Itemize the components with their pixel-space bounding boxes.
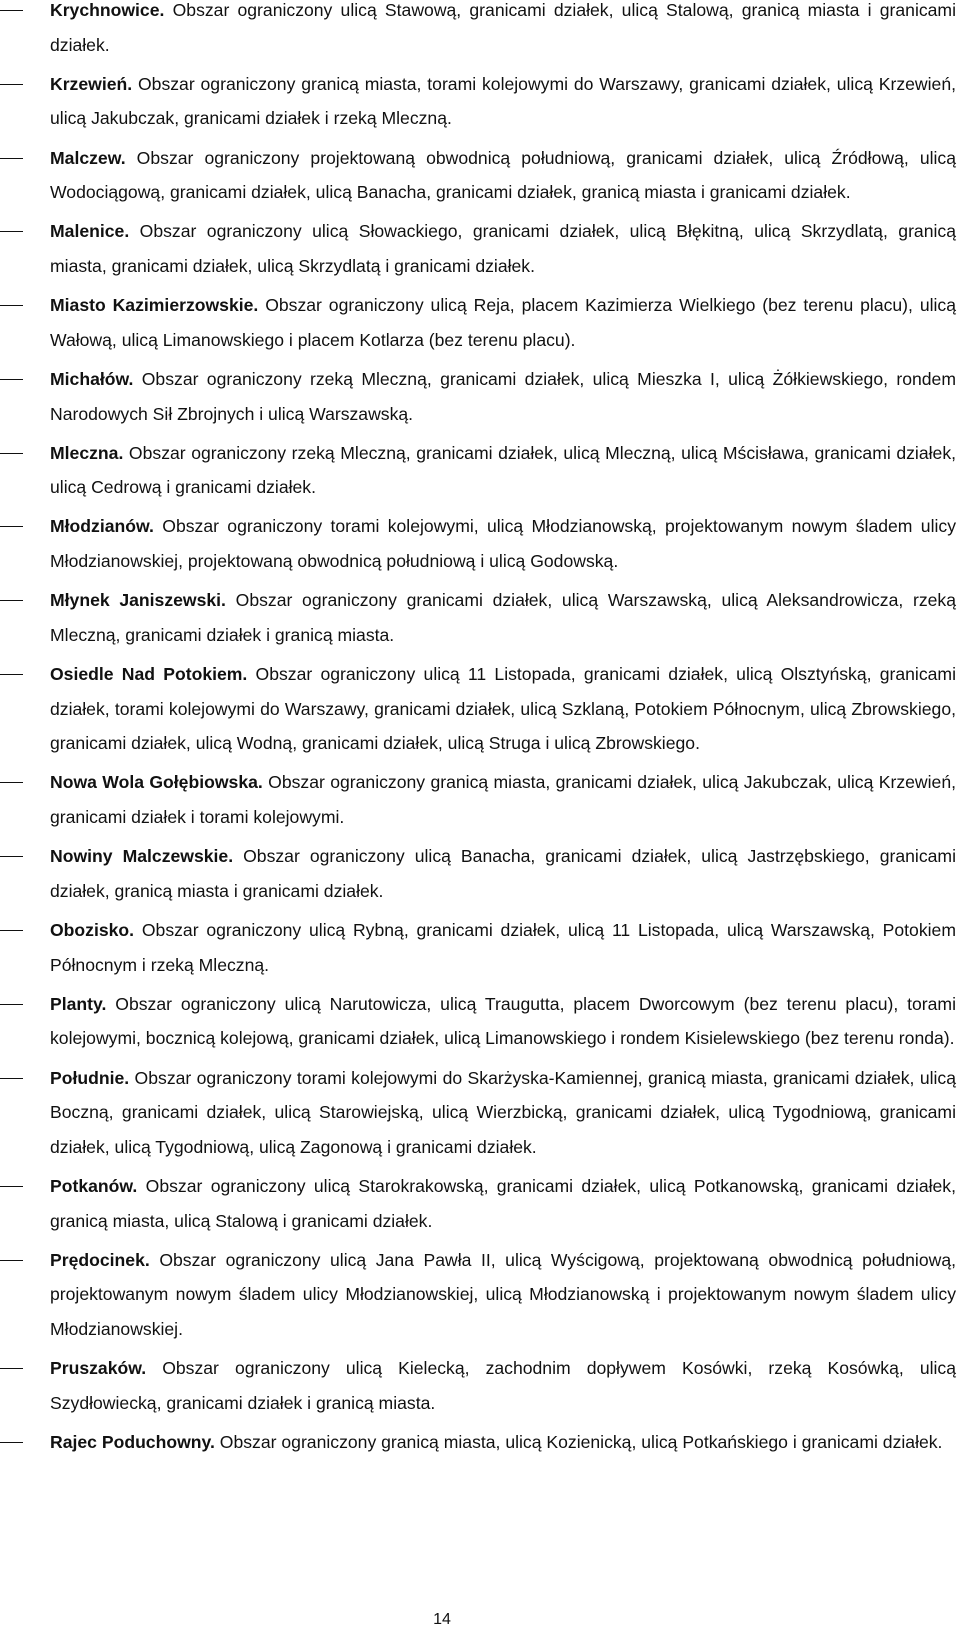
district-description: Obszar ograniczony granicami działek, ulicą Warszawską, ulicą Aleksandrowicza, rzeką Mleczną, granicami działek i granicą miasta. bbox=[50, 590, 956, 645]
dash-bullet bbox=[0, 1260, 23, 1261]
list-item bbox=[0, 509, 960, 578]
district-description: Obszar ograniczony ulicą Kielecką, zachodnim dopływem Kosówki, rzeką Kosówką, ulicą Szydłowiecką, granicami działek i granicą miasta. bbox=[50, 1358, 956, 1413]
district-name: Obozisko. bbox=[50, 919, 135, 940]
list-item bbox=[0, 1351, 960, 1420]
list-item bbox=[0, 1061, 960, 1165]
list-item bbox=[0, 765, 960, 834]
district-name: Prędocinek. bbox=[50, 1249, 150, 1270]
list-item bbox=[0, 362, 960, 431]
district-name: Pruszaków. bbox=[50, 1358, 147, 1379]
district-name: Mleczna. bbox=[50, 442, 124, 463]
district-description: Obszar ograniczony ulicą Banacha, granicami działek, ulicą Jastrzębskiego, granicami działek, granicą miasta i granicami działek. bbox=[50, 846, 956, 901]
dash-bullet bbox=[0, 1368, 23, 1369]
dash-bullet bbox=[0, 1078, 23, 1079]
district-name: Michałów. bbox=[50, 368, 134, 389]
district-name: Malenice. bbox=[50, 221, 130, 242]
dash-bullet bbox=[0, 84, 23, 85]
district-description: Obszar ograniczony ulicą Jana Pawła II, ulicą Wyścigową, projektowaną obwodnicą południową, projektowanym nowym śladem ulicy Młodzianowskiej, ulicą Młodzianowską i projektowanym nowym śladem ulicy Młodzianowskiej. bbox=[50, 1249, 956, 1339]
district-name: Młynek Janiszewski. bbox=[50, 590, 226, 611]
district-name: Młodzianów. bbox=[50, 516, 154, 537]
district-name: Krychnowice. bbox=[50, 0, 165, 20]
list-item bbox=[0, 1243, 960, 1347]
dash-bullet bbox=[0, 1186, 23, 1187]
district-description: Obszar ograniczony rzeką Mleczną, granicami działek, ulicą Mleczną, ulicą Mścisława, granicami działek, ulicą Cedrową i granicami działek. bbox=[50, 442, 956, 498]
dash-bullet bbox=[0, 379, 23, 380]
list-item bbox=[0, 1169, 960, 1238]
dash-bullet bbox=[0, 10, 23, 11]
list-item bbox=[0, 987, 960, 1056]
district-name: Malczew. bbox=[50, 147, 126, 168]
district-name: Nowiny Malczewskie. bbox=[50, 846, 234, 867]
dash-bullet bbox=[0, 1004, 23, 1005]
list-item bbox=[0, 839, 960, 908]
page-number: 14 bbox=[433, 1611, 451, 1628]
district-description: Obszar ograniczony granicą miasta, torami kolejowymi do Warszawy, granicami działek, ulicą Krzewień, ulicą Jakubczak, granicami działek i rzeką Mleczną. bbox=[50, 73, 956, 129]
district-description: Obszar ograniczony ulicą Reja, placem Kazimierza Wielkiego (bez terenu placu), ulicą Wałową, ulicą Limanowskiego i placem Kotlarza (bez terenu placu). bbox=[50, 295, 956, 350]
list-item bbox=[0, 214, 960, 283]
district-description: Obszar ograniczony projektowaną obwodnicą południową, granicami działek, ulicą Źródłową, ulicą Wodociągową, granicami działek, ulicą Banacha, granicami działek, granicą miasta i granicami działek. bbox=[50, 147, 956, 203]
district-name: Nowa Wola Gołębiowska. bbox=[50, 772, 263, 793]
list-item bbox=[0, 436, 960, 505]
district-description: Obszar ograniczony ulicą Stawową, granicami działek, ulicą Stalową, granicą miasta i granicami działek. bbox=[50, 0, 956, 55]
district-description: Obszar ograniczony ulicą 11 Listopada, granicami działek, ulicą Olsztyńską, granicami działek, torami kolejowymi do Warszawy, granicami działek, ulicą Szklaną, Potokiem Północnym, ulicą Zbrowskiego, granicami działek, ulicą Wodną, granicami działek, ulicą Struga i ulicą Zbrowskiego. bbox=[50, 664, 956, 754]
dash-bullet bbox=[0, 674, 23, 675]
list-item bbox=[0, 67, 960, 136]
list-item bbox=[0, 657, 960, 761]
list-item bbox=[0, 913, 960, 982]
district-name: Planty. bbox=[50, 993, 107, 1014]
list-item bbox=[0, 0, 960, 62]
dash-bullet bbox=[0, 305, 23, 306]
dash-bullet bbox=[0, 231, 23, 232]
dash-bullet bbox=[0, 1442, 23, 1443]
district-description: Obszar ograniczony torami kolejowymi, ulicą Młodzianowską, projektowanym nowym śladem ulicy Młodzianowskiej, projektowaną obwodnicą południową i ulicą Godowską. bbox=[50, 516, 956, 572]
district-name: Potkanów. bbox=[50, 1175, 138, 1196]
district-description: Obszar ograniczony ulicą Narutowicza, ulicą Traugutta, placem Dworcowym (bez terenu placu), torami kolejowymi, bocznicą kolejową, granicami działek, ulicą Limanowskiego i rondem Kisielewskiego (bez terenu ronda). bbox=[50, 993, 956, 1049]
district-description: Obszar ograniczony ulicą Słowackiego, granicami działek, ulicą Błękitną, ulicą Skrzydlatą, granicą miasta, granicami działek, ulicą Skrzydlatą i granicami działek. bbox=[50, 221, 956, 276]
district-description: Obszar ograniczony ulicą Rybną, granicami działek, ulicą 11 Listopada, ulicą Warszawską, Potokiem Północnym i rzeką Mleczną. bbox=[50, 919, 956, 975]
list-item bbox=[0, 1425, 960, 1460]
district-name: Osiedle Nad Potokiem. bbox=[50, 664, 248, 685]
dash-bullet bbox=[0, 526, 23, 527]
district-description: Obszar ograniczony torami kolejowymi do Skarżyska-Kamiennej, granicą miasta, granicami działek, ulicą Boczną, granicami działek, ulicą Starowiejską, ulicą Wierzbicką, granicami działek, ulicą Tygodniową, granicami działek, ulicą Tygodniową, ulicą Zagonową i granicami działek. bbox=[50, 1067, 956, 1157]
district-name: Miasto Kazimierzowskie. bbox=[50, 295, 259, 316]
list-item bbox=[0, 288, 960, 357]
dash-bullet bbox=[0, 930, 23, 931]
dash-bullet bbox=[0, 782, 23, 783]
district-description: Obszar ograniczony granicą miasta, granicami działek, ulicą Jakubczak, ulicą Krzewień, granicami działek i torami kolejowymi. bbox=[50, 772, 956, 827]
district-name: Krzewień. bbox=[50, 73, 133, 94]
district-name: Południe. bbox=[50, 1067, 130, 1088]
dash-bullet bbox=[0, 856, 23, 857]
district-description: Obszar ograniczony rzeką Mleczną, granicami działek, ulicą Mieszka I, ulicą Żółkiewskiego, rondem Narodowych Sił Zbrojnych i ulicą Warszawską. bbox=[50, 368, 956, 424]
district-description: Obszar ograniczony granicą miasta, ulicą Kozienicką, ulicą Potkańskiego i granicami działek. bbox=[214, 1431, 943, 1452]
district-name: Rajec Poduchowny. bbox=[50, 1431, 215, 1452]
list-item bbox=[0, 141, 960, 210]
district-description: Obszar ograniczony ulicą Starokrakowską, granicami działek, ulicą Potkanowską, granicami działek, granicą miasta, ulicą Stalową i granicami działek. bbox=[50, 1175, 956, 1231]
dash-bullet bbox=[0, 453, 23, 454]
dash-bullet bbox=[0, 600, 23, 601]
list-item bbox=[0, 583, 960, 652]
dash-bullet bbox=[0, 158, 23, 159]
